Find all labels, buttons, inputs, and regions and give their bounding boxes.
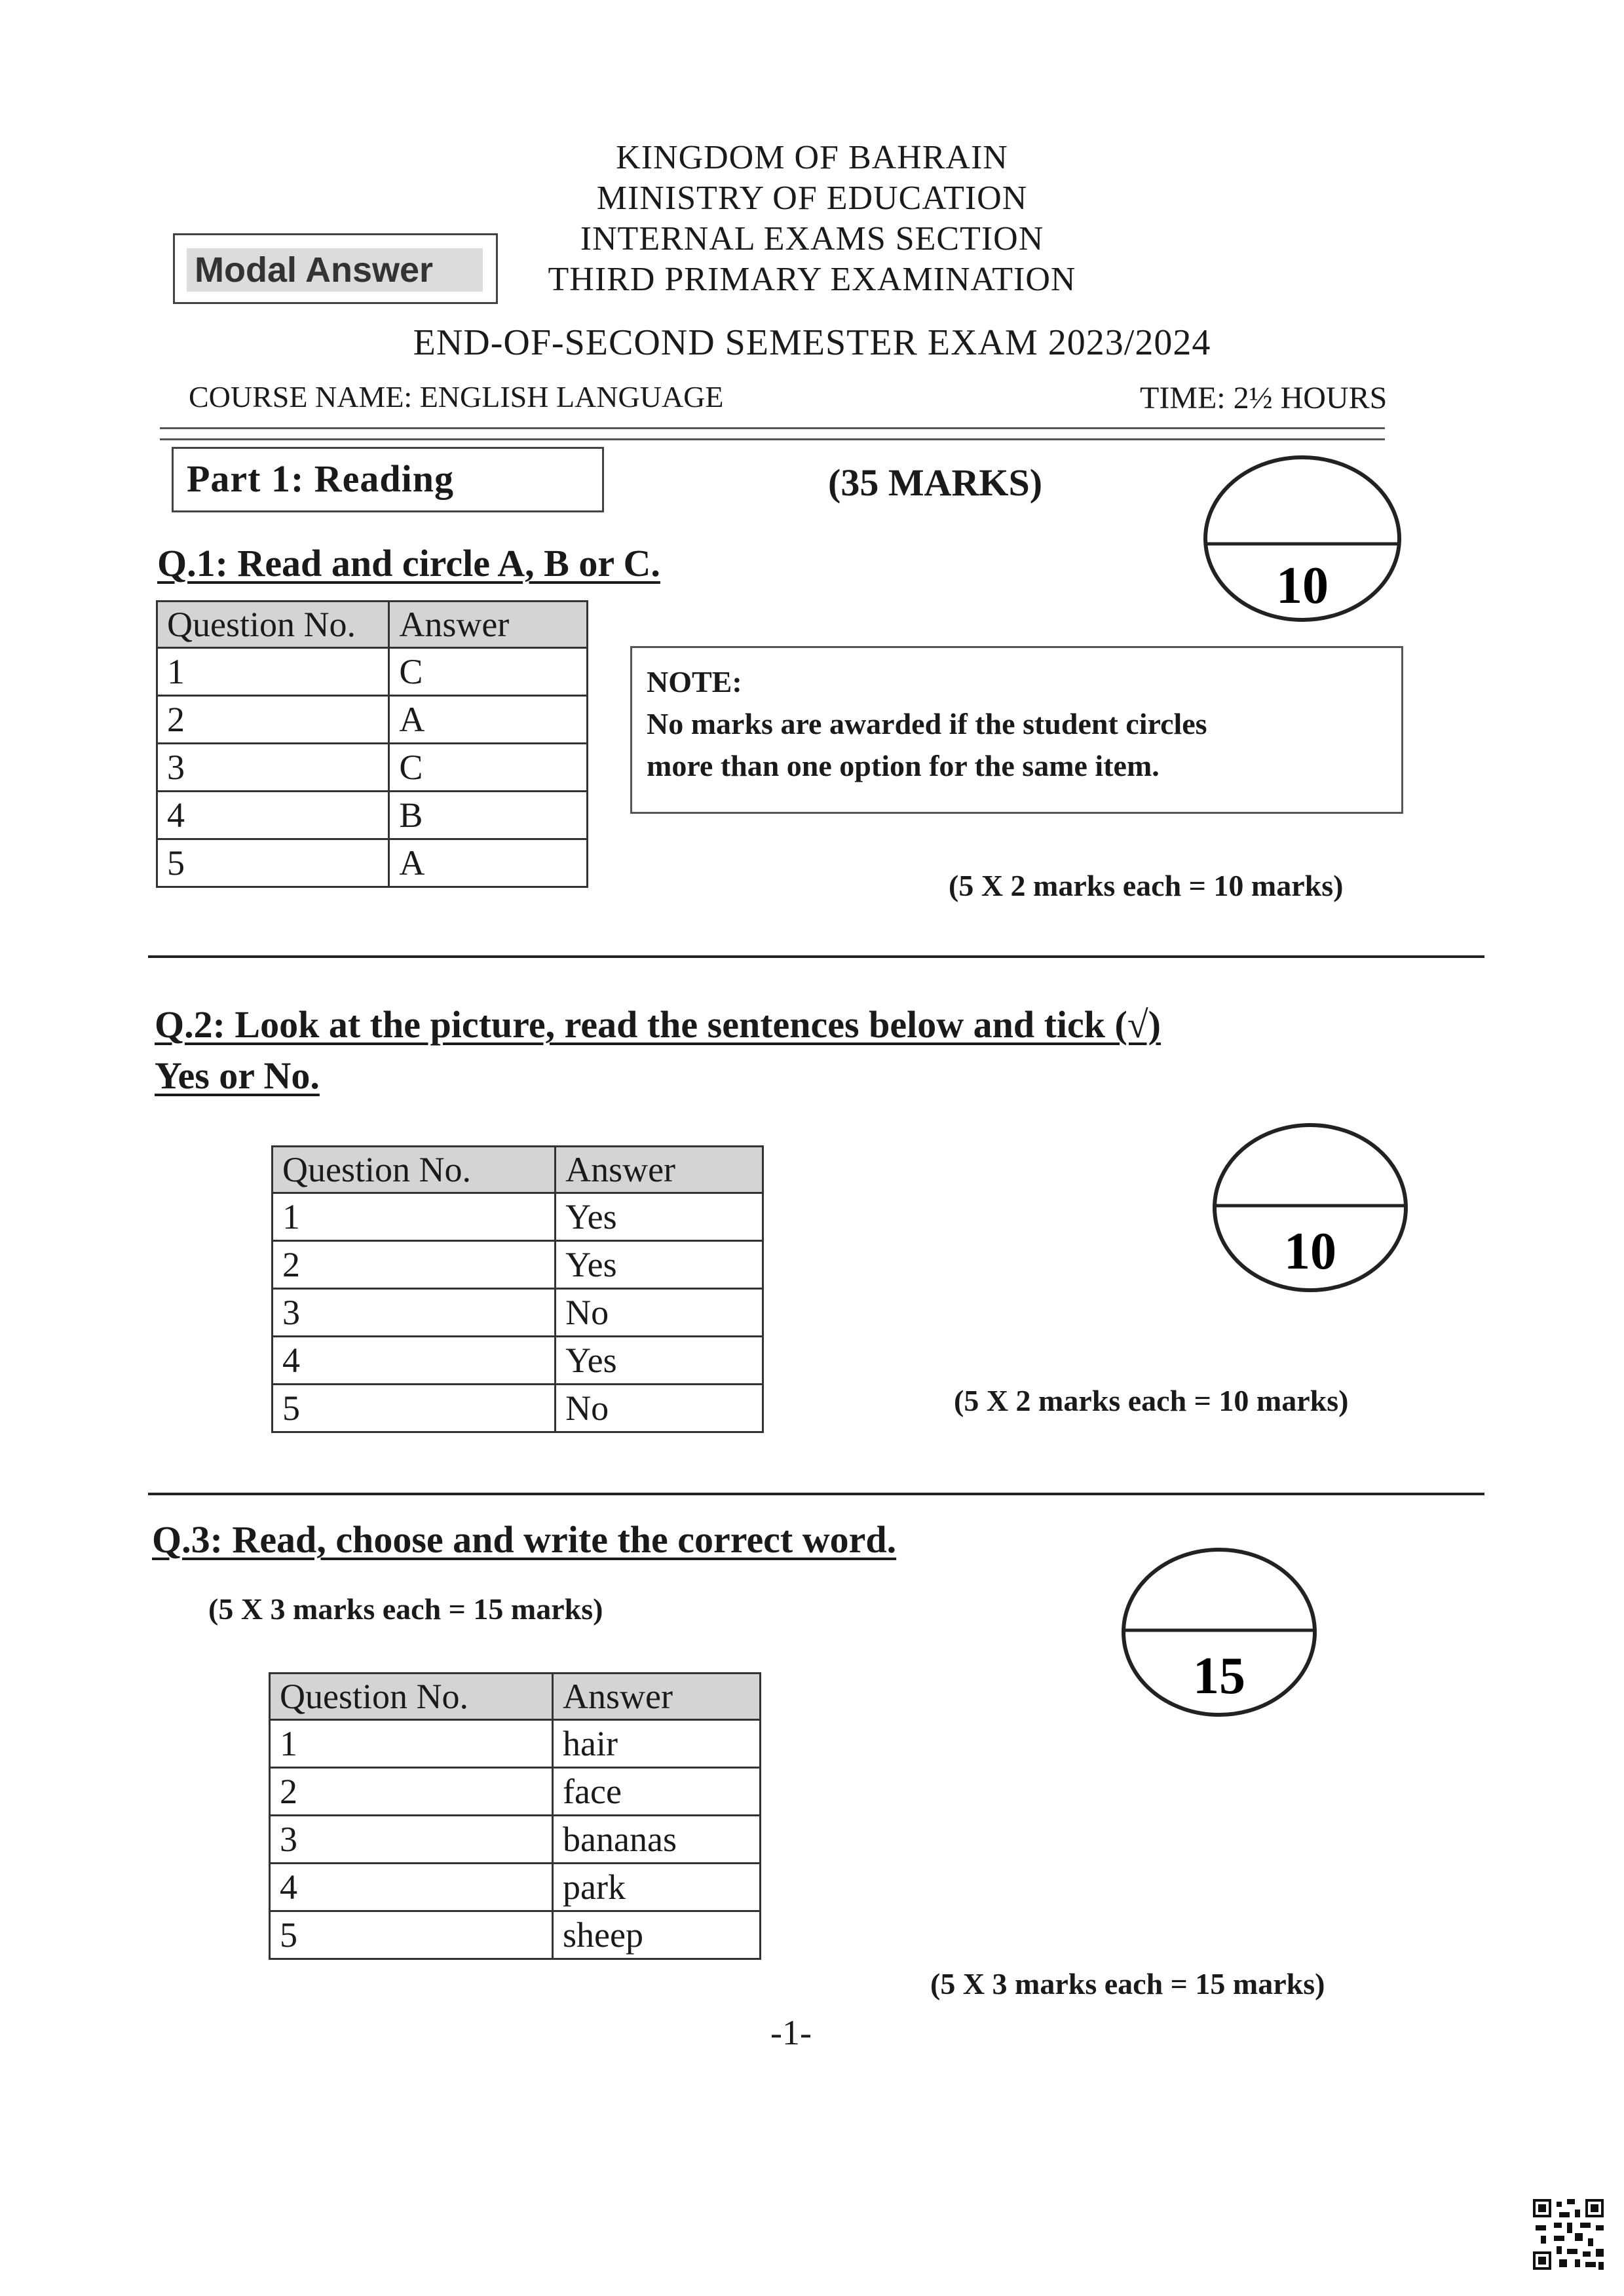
- q2-marks: (5 X 2 marks each = 10 marks): [954, 1384, 1349, 1417]
- table-row: [273, 1193, 763, 1241]
- header-exam-type: THIRD PRIMARY EXAMINATION: [548, 261, 1076, 298]
- question-no: 1: [157, 648, 389, 696]
- q3-marks: (5 X 3 marks each = 15 marks): [930, 1967, 1325, 2000]
- q3-marks-top: (5 X 3 marks each = 15 marks): [208, 1592, 603, 1626]
- q2-title-line-2: Yes or No.: [155, 1054, 320, 1097]
- table-row: [157, 696, 588, 744]
- answer: Yes: [556, 1193, 763, 1241]
- header-divider: [160, 427, 1385, 440]
- note-line-2: more than one option for the same item.: [647, 749, 1160, 782]
- question-no: 4: [270, 1864, 553, 1911]
- header-section: INTERNAL EXAMS SECTION: [580, 220, 1044, 258]
- q2-title-line-1: Q.2: Look at the picture, read the sentences below and tick (√): [155, 1003, 1161, 1046]
- q1-answer-table: [156, 600, 588, 888]
- question-no: 2: [270, 1768, 553, 1816]
- question-no: 5: [273, 1385, 556, 1432]
- question-no: 5: [270, 1911, 553, 1959]
- q1-marks: (5 X 2 marks each = 10 marks): [949, 869, 1344, 902]
- modal-answer-badge: [173, 233, 498, 304]
- table-row: [157, 648, 588, 696]
- table-row: [270, 1720, 761, 1768]
- q3-answer-table: [269, 1672, 761, 1960]
- q3-col-question: Question No.: [270, 1674, 553, 1720]
- answer: bananas: [553, 1816, 761, 1864]
- answer: No: [556, 1385, 763, 1432]
- q1-col-question: Question No.: [157, 602, 389, 648]
- answer: sheep: [553, 1911, 761, 1959]
- exam-time: TIME: 2½ HOURS: [1140, 381, 1388, 415]
- table-row: [270, 1911, 761, 1959]
- answer: Yes: [556, 1337, 763, 1385]
- answer: Yes: [556, 1241, 763, 1289]
- part-title: Part 1: Reading: [172, 447, 604, 512]
- q1-score-value: 10: [1276, 557, 1329, 615]
- qr-code-icon: [1533, 2199, 1604, 2270]
- q3-score-value: 15: [1193, 1647, 1245, 1705]
- question-no: 1: [273, 1193, 556, 1241]
- exam-title: END-OF-SECOND SEMESTER EXAM 2023/2024: [413, 322, 1211, 363]
- q2-table-header: [273, 1147, 763, 1193]
- q1-score-circle: [1196, 448, 1408, 629]
- table-row: [157, 839, 588, 887]
- part-marks: (35 MARKS): [828, 461, 1043, 504]
- q1-note-box: [630, 646, 1403, 814]
- table-row: [273, 1241, 763, 1289]
- q1-col-answer: Answer: [389, 602, 588, 648]
- q3-table-header: [270, 1674, 761, 1720]
- question-no: 3: [157, 744, 389, 792]
- note-label: NOTE:: [647, 665, 742, 698]
- note-line-1: No marks are awarded if the student circles: [647, 707, 1207, 740]
- q2-col-answer: Answer: [556, 1147, 763, 1193]
- header-kingdom: KINGDOM OF BAHRAIN: [616, 139, 1008, 176]
- q2-answer-table: [271, 1145, 764, 1433]
- question-no: 1: [270, 1720, 553, 1768]
- table-row: [157, 792, 588, 839]
- table-row: [270, 1816, 761, 1864]
- table-row: [270, 1864, 761, 1911]
- answer: B: [389, 792, 588, 839]
- answer: A: [389, 839, 588, 887]
- question-no: 4: [273, 1337, 556, 1385]
- question-no: 3: [270, 1816, 553, 1864]
- answer: face: [553, 1768, 761, 1816]
- table-row: [273, 1289, 763, 1337]
- question-no: 3: [273, 1289, 556, 1337]
- question-no: 2: [273, 1241, 556, 1289]
- q1-table-header: [157, 602, 588, 648]
- header-ministry: MINISTRY OF EDUCATION: [596, 180, 1028, 217]
- modal-answer-label: Modal Answer: [187, 248, 483, 292]
- answer: No: [556, 1289, 763, 1337]
- q2-score-circle: [1205, 1117, 1415, 1299]
- table-row: [273, 1337, 763, 1385]
- question-no: 5: [157, 839, 389, 887]
- page-number: -1-: [770, 2013, 812, 2052]
- answer: hair: [553, 1720, 761, 1768]
- q2-score-value: 10: [1284, 1223, 1336, 1280]
- table-row: [270, 1768, 761, 1816]
- table-row: [273, 1385, 763, 1432]
- course-name: COURSE NAME: ENGLISH LANGUAGE: [189, 380, 724, 413]
- answer: C: [389, 648, 588, 696]
- question-no: 2: [157, 696, 389, 744]
- q1-title: Q.1: Read and circle A, B or C.: [157, 542, 660, 584]
- q3-title: Q.3: Read, choose and write the correct word.: [152, 1518, 897, 1561]
- q3-col-answer: Answer: [553, 1674, 761, 1720]
- q2-col-question: Question No.: [273, 1147, 556, 1193]
- section-divider: [148, 955, 1484, 958]
- answer: C: [389, 744, 588, 792]
- answer: A: [389, 696, 588, 744]
- answer: park: [553, 1864, 761, 1911]
- question-no: 4: [157, 792, 389, 839]
- q3-score-circle: [1115, 1541, 1323, 1723]
- section-divider: [148, 1493, 1484, 1495]
- table-row: [157, 744, 588, 792]
